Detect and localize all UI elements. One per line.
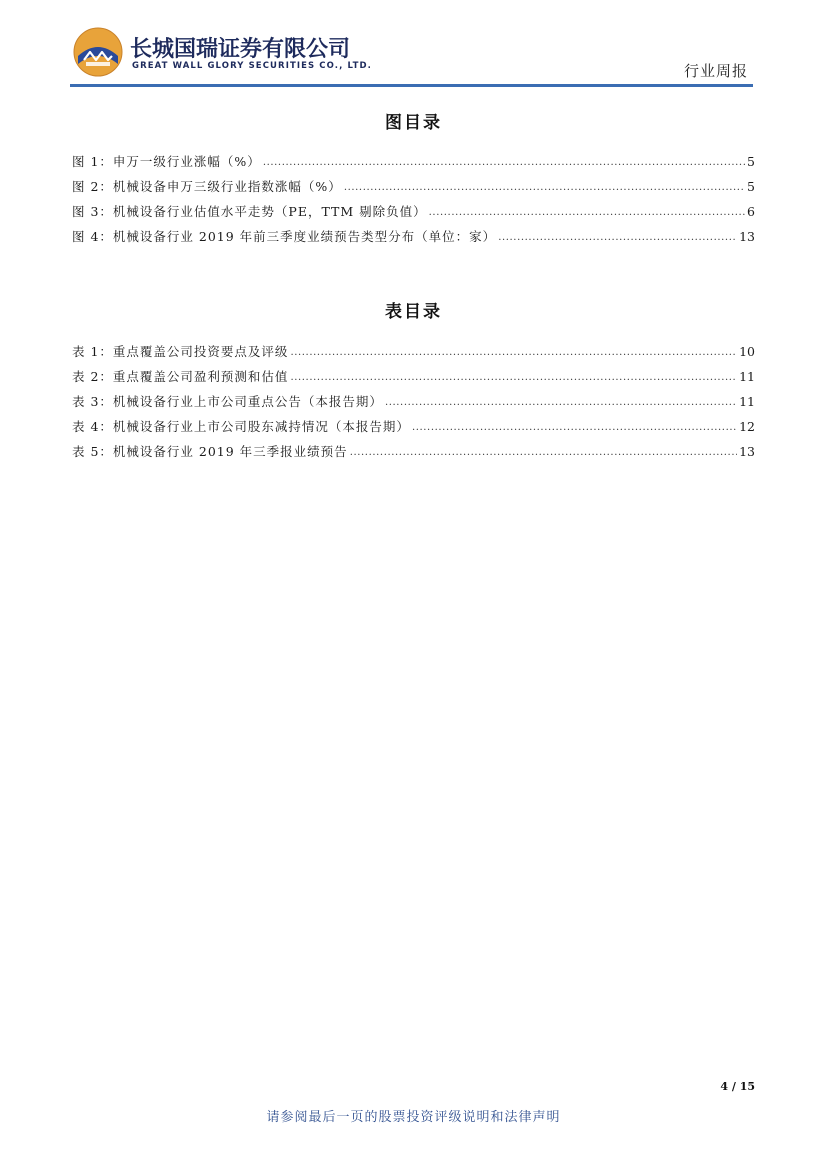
- dot-leader: [385, 394, 737, 406]
- figures-toc-list: [72, 152, 755, 252]
- dot-leader: [290, 369, 737, 381]
- toc-entry-label: 表 4：机械设备行业上市公司股东减持情况（本报告期）: [72, 419, 410, 434]
- toc-entry-figure-1[interactable]: [72, 152, 755, 177]
- tables-toc-list: [72, 342, 755, 467]
- dot-leader: [263, 154, 745, 166]
- page-number: 4 / 15: [720, 1080, 755, 1093]
- toc-entry-table-3[interactable]: [72, 392, 755, 417]
- dot-leader: [412, 419, 737, 431]
- toc-entry-label: 表 5：机械设备行业 2019 年三季报业绩预告: [72, 444, 348, 459]
- header-divider: [70, 84, 753, 87]
- toc-entry-figure-3[interactable]: [72, 202, 755, 227]
- toc-entry-table-2[interactable]: [72, 367, 755, 392]
- toc-entry-page: 6: [747, 204, 755, 219]
- toc-entry-table-4[interactable]: [72, 417, 755, 442]
- toc-entry-label: 表 1：重点覆盖公司投资要点及评级: [72, 344, 289, 359]
- toc-entry-table-1[interactable]: [72, 342, 755, 367]
- toc-entry-label: 图 4：机械设备行业 2019 年前三季度业绩预告类型分布（单位：家）: [72, 229, 497, 244]
- toc-entry-page: 5: [747, 179, 755, 194]
- footer-disclaimer: 请参阅最后一页的股票投资评级说明和法律声明: [266, 1110, 561, 1125]
- toc-entry-page: 11: [739, 394, 755, 409]
- toc-entry-label: 图 2：机械设备申万三级行业指数涨幅（%）: [72, 179, 342, 194]
- toc-entry-page: 5: [747, 154, 755, 169]
- dot-leader: [429, 204, 745, 216]
- toc-entry-figure-2[interactable]: [72, 177, 755, 202]
- toc-entry-page: 11: [739, 369, 755, 384]
- great-wall-glory-logo: [72, 26, 124, 78]
- tables-toc-title: 表目录: [385, 302, 442, 322]
- toc-entry-page: 10: [739, 344, 755, 359]
- company-name-en: GREAT WALL GLORY SECURITIES CO., LTD.: [132, 61, 372, 71]
- dot-leader: [350, 444, 737, 456]
- toc-entry-label: 表 3：机械设备行业上市公司重点公告（本报告期）: [72, 394, 383, 409]
- figures-toc-title: 图目录: [385, 113, 442, 133]
- report-type-label: 行业周报: [683, 62, 748, 80]
- toc-entry-page: 13: [739, 229, 755, 244]
- toc-entry-page: 12: [739, 419, 755, 434]
- toc-entry-label: 图 1：申万一级行业涨幅（%）: [72, 154, 261, 169]
- page-header: [72, 26, 752, 88]
- toc-entry-label: 表 2：重点覆盖公司盈利预测和估值: [72, 369, 289, 384]
- dot-leader: [498, 229, 737, 241]
- dot-leader: [344, 179, 745, 191]
- toc-entry-page: 13: [739, 444, 755, 459]
- toc-entry-table-5[interactable]: [72, 442, 755, 467]
- company-name-cn: 长城国瑞证券有限公司: [130, 37, 351, 62]
- toc-entry-label: 图 3：机械设备行业估值水平走势（PE，TTM 剔除负值）: [72, 204, 427, 219]
- dot-leader: [290, 344, 737, 356]
- toc-entry-figure-4[interactable]: [72, 227, 755, 252]
